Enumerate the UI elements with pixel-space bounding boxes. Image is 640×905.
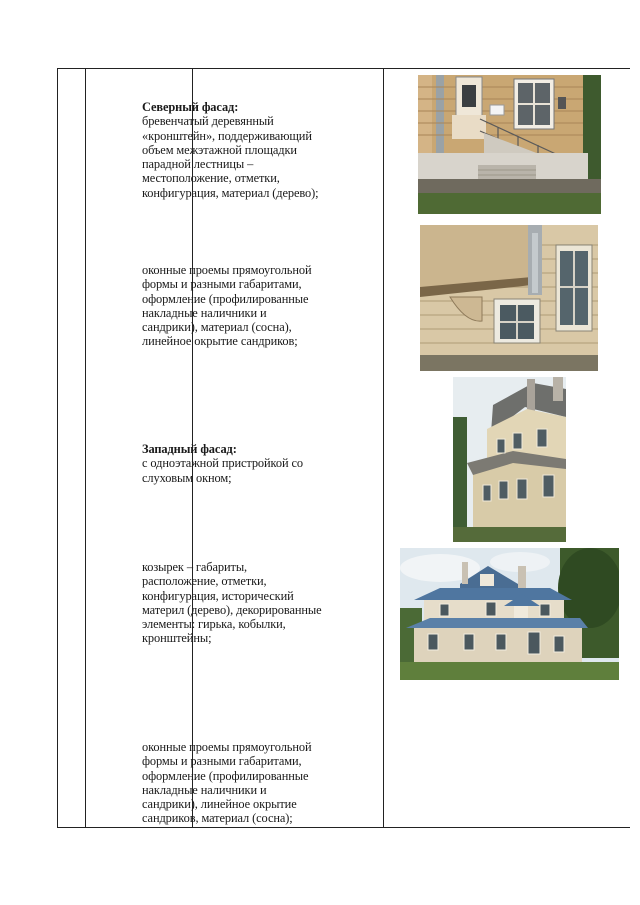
text-block-west-extension xyxy=(142,442,324,485)
text-block-north-windows xyxy=(142,263,324,349)
section-heading-north: Северный фасад: xyxy=(142,100,239,114)
text-block-north-bracket xyxy=(142,100,324,200)
column-divider-3 xyxy=(383,69,384,827)
west-facade-photo xyxy=(453,377,566,542)
block-text: козырек – габариты, расположение, отметки, конфигурация, исторический материл (дерево), декорированные элементы: гирька, кобылки, кронштейны; xyxy=(142,560,322,646)
text-block-west-windows xyxy=(142,740,324,826)
block-text: оконные проемы прямоугольной формы и разными габаритами, оформление (профилированные накладные наличники и сандрики), линейное окрытие сандриков, материал (сосна); xyxy=(142,740,312,826)
house-overview-photo xyxy=(400,548,619,680)
block-text: бревенчатый деревянный «кронштейн», поддерживающий объем межэтажной площадки парадной лестницы – местоположение, отметки, конфигурация, материал (дерево); xyxy=(142,114,319,200)
block-text: оконные проемы прямоугольной формы и разными габаритами, оформление (профилированные накладные наличники и сандрики), материал (сосна), линейное окрытие сандриков; xyxy=(142,263,312,349)
bracket-and-window-photo xyxy=(420,225,598,371)
north-facade-entrance-photo xyxy=(418,75,601,214)
column-divider-1 xyxy=(85,69,86,827)
block-text: с одноэтажной пристройкой со слуховым окном; xyxy=(142,456,303,485)
section-heading-west: Западный фасад: xyxy=(142,442,237,456)
text-block-west-canopy xyxy=(142,560,324,646)
table-border-left xyxy=(57,69,58,827)
